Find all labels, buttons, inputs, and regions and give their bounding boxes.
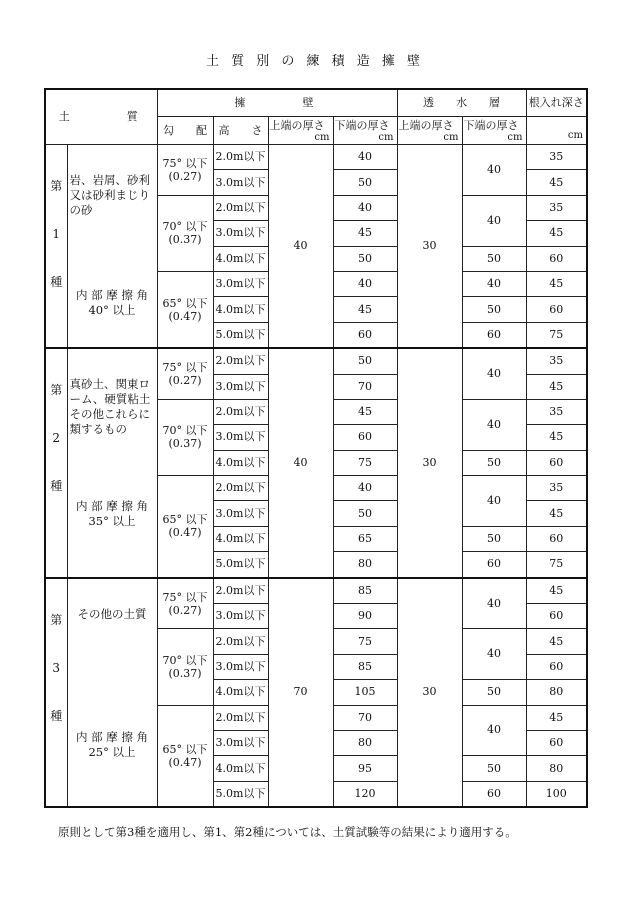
header-slope: 勾 配 (157, 117, 213, 145)
embed-depth: 60 (526, 526, 587, 551)
embed-depth: 35 (526, 195, 587, 220)
kind-label (45, 578, 67, 808)
soil-friction-angle: 内 部 摩 擦 角 25° 以上 (75, 729, 149, 759)
slope-cell (157, 195, 213, 271)
header-perm-top-unit: cm (443, 131, 459, 143)
slope-ratio: (0.37) (168, 437, 202, 451)
embed-depth: 45 (526, 374, 587, 399)
embed-depth: 60 (526, 450, 587, 475)
perm-bottom-thickness: 40 (462, 348, 526, 399)
perm-bottom-thickness: 50 (462, 450, 526, 475)
kind-label-char: 種 (50, 479, 63, 494)
kind-label-char: 第 (50, 179, 63, 193)
perm-bottom-thickness: 40 (462, 271, 526, 296)
soil-cell (67, 145, 157, 349)
embed-depth: 35 (526, 399, 587, 424)
footnote: 原則として第3種を適用し、第1、第2種については、土質試験等の結果により適用する。 (58, 825, 517, 839)
kind-label-char: 3 (52, 660, 61, 675)
height-cell: 3.0m以下 (213, 221, 268, 246)
table-row (45, 578, 587, 604)
wall-top-thickness: 70 (268, 578, 333, 808)
header-wall-top-unit: cm (314, 131, 330, 143)
height-cell: 3.0m以下 (213, 170, 268, 195)
slope-ratio: (0.27) (168, 603, 202, 617)
embed-depth: 60 (526, 654, 587, 679)
slope-angle: 70° 以下 (162, 654, 208, 667)
header-wall-top (268, 117, 333, 145)
height-cell: 4.0m以下 (213, 526, 268, 551)
height-cell: 4.0m以下 (213, 680, 268, 705)
embed-depth: 60 (526, 730, 587, 755)
embed-depth: 45 (526, 578, 587, 604)
header-perm-top (397, 117, 462, 145)
slope-angle: 65° 以下 (162, 296, 208, 310)
wall-bottom-thickness: 65 (333, 526, 397, 551)
perm-bottom-thickness: 50 (462, 756, 526, 781)
soil-friction-angle: 内 部 摩 擦 角 40° 以上 (75, 288, 149, 317)
wall-bottom-thickness: 40 (333, 195, 397, 220)
embed-depth: 45 (526, 501, 587, 526)
header-wall: 擁 壁 (157, 89, 397, 117)
slope-angle: 75° 以下 (162, 361, 208, 375)
header-embed-unit-label: cm (567, 129, 583, 141)
slope-cell (157, 578, 213, 629)
slope-angle: 70° 以下 (162, 220, 208, 234)
header-perm-bottom (462, 117, 526, 145)
slope-ratio: (0.37) (168, 667, 202, 680)
height-cell: 4.0m以下 (213, 450, 268, 475)
wall-bottom-thickness: 80 (333, 552, 397, 578)
wall-bottom-thickness: 95 (333, 756, 397, 781)
perm-bottom-thickness: 60 (462, 781, 526, 807)
slope-angle: 65° 以下 (162, 513, 208, 527)
wall-bottom-thickness: 50 (333, 501, 397, 526)
soil-description: その他の土質 (77, 606, 147, 621)
kind-label-char: 第 (50, 612, 63, 627)
header-soil: 土 質 (45, 89, 157, 145)
perm-bottom-thickness: 50 (462, 246, 526, 271)
kind-label (45, 348, 67, 578)
slope-cell (157, 629, 213, 705)
wall-bottom-thickness: 85 (333, 578, 397, 604)
kind-label-char: 種 (50, 275, 63, 289)
height-cell: 4.0m以下 (213, 246, 268, 271)
header-height: 高 さ (213, 117, 268, 145)
embed-depth: 60 (526, 297, 587, 322)
slope-angle: 70° 以下 (162, 424, 208, 438)
slope-ratio: (0.47) (168, 526, 202, 540)
slope-angle: 75° 以下 (162, 590, 208, 604)
embed-depth: 35 (526, 476, 587, 501)
perm-bottom-thickness: 40 (462, 629, 526, 680)
wall-bottom-thickness: 40 (333, 145, 397, 170)
soil-description: 真砂土、関東ローム、硬質粘土その他これらに類するもの (69, 377, 151, 437)
wall-bottom-thickness: 80 (333, 730, 397, 755)
wall-bottom-thickness: 40 (333, 271, 397, 296)
soil-description: 岩、岩屑、砂利又は砂利まじりの砂 (69, 173, 150, 217)
wall-bottom-thickness: 105 (333, 680, 397, 705)
height-cell: 3.0m以下 (213, 374, 268, 399)
slope-ratio: (0.47) (168, 755, 202, 769)
perm-bottom-thickness: 40 (462, 195, 526, 246)
wall-bottom-thickness: 40 (333, 476, 397, 501)
slope-cell (157, 348, 213, 399)
perm-bottom-thickness: 40 (462, 399, 526, 450)
height-cell: 3.0m以下 (213, 425, 268, 450)
wall-bottom-thickness: 120 (333, 781, 397, 807)
perm-top-thickness: 30 (397, 578, 462, 808)
wall-bottom-thickness: 60 (333, 425, 397, 450)
slope-cell (157, 145, 213, 196)
wall-bottom-thickness: 75 (333, 450, 397, 475)
retaining-wall-table (44, 88, 588, 808)
kind-label-char: 種 (50, 708, 63, 723)
table-row (45, 145, 587, 170)
slope-ratio: (0.47) (168, 309, 202, 323)
wall-bottom-thickness: 90 (333, 604, 397, 629)
wall-bottom-thickness: 70 (333, 374, 397, 399)
height-cell: 4.0m以下 (213, 297, 268, 322)
header-wall-top-label: 上端の厚さ (269, 118, 325, 132)
embed-depth: 75 (526, 322, 587, 348)
soil-cell (67, 348, 157, 578)
embed-depth: 60 (526, 604, 587, 629)
perm-bottom-thickness: 50 (462, 297, 526, 322)
perm-top-thickness: 30 (397, 348, 462, 578)
page-title: 土 質 別 の 練 積 造 擁 壁 (205, 54, 425, 69)
embed-depth: 45 (526, 705, 587, 730)
wall-bottom-thickness: 85 (333, 654, 397, 679)
height-cell: 3.0m以下 (213, 654, 268, 679)
soil-friction-angle: 内 部 摩 擦 角 35° 以上 (75, 499, 149, 529)
perm-bottom-thickness: 40 (462, 578, 526, 629)
wall-bottom-thickness: 45 (333, 297, 397, 322)
header-perm-bottom-unit: cm (507, 131, 523, 143)
height-cell: 2.0m以下 (213, 399, 268, 424)
height-cell: 3.0m以下 (213, 271, 268, 296)
embed-depth: 35 (526, 348, 587, 374)
header-perm-top-label: 上端の厚さ (398, 118, 454, 132)
slope-angle: 75° 以下 (162, 156, 208, 170)
wall-top-thickness: 40 (268, 145, 333, 349)
embed-depth: 45 (526, 221, 587, 246)
embed-depth: 75 (526, 552, 587, 578)
height-cell: 2.0m以下 (213, 578, 268, 604)
header-embed-unit (526, 117, 587, 145)
height-cell: 5.0m以下 (213, 552, 268, 578)
header-permeable: 透 水 層 (397, 89, 526, 117)
slope-ratio: (0.37) (168, 233, 202, 247)
slope-cell (157, 399, 213, 475)
height-cell: 5.0m以下 (213, 781, 268, 807)
table-row (45, 348, 587, 374)
kind-label (45, 145, 67, 349)
height-cell: 5.0m以下 (213, 322, 268, 348)
slope-ratio: (0.27) (168, 169, 202, 183)
height-cell: 2.0m以下 (213, 705, 268, 730)
embed-depth: 35 (526, 145, 587, 170)
height-cell: 3.0m以下 (213, 501, 268, 526)
height-cell: 2.0m以下 (213, 629, 268, 654)
header-perm-bottom-label: 下端の厚さ (463, 118, 519, 132)
wall-bottom-thickness: 50 (333, 170, 397, 195)
perm-bottom-thickness: 50 (462, 680, 526, 705)
kind-label-char: 1 (52, 227, 61, 241)
wall-bottom-thickness: 60 (333, 322, 397, 348)
perm-bottom-thickness: 50 (462, 526, 526, 551)
embed-depth: 60 (526, 246, 587, 271)
slope-cell (157, 705, 213, 807)
header-wall-bottom-label: 下端の厚さ (334, 118, 390, 132)
embed-depth: 80 (526, 680, 587, 705)
wall-bottom-thickness: 50 (333, 348, 397, 374)
header-wall-bottom (333, 117, 397, 145)
height-cell: 4.0m以下 (213, 756, 268, 781)
perm-top-thickness: 30 (397, 145, 462, 349)
perm-bottom-thickness: 40 (462, 476, 526, 527)
height-cell: 2.0m以下 (213, 476, 268, 501)
embed-depth: 45 (526, 271, 587, 296)
perm-bottom-thickness: 60 (462, 322, 526, 348)
slope-ratio: (0.27) (168, 374, 202, 388)
embed-depth: 45 (526, 170, 587, 195)
height-cell: 2.0m以下 (213, 145, 268, 170)
soil-cell (67, 578, 157, 808)
height-cell: 2.0m以下 (213, 195, 268, 220)
header-embed: 根入れ深さ (526, 89, 587, 117)
header-wall-bottom-unit: cm (378, 131, 394, 143)
embed-depth: 45 (526, 425, 587, 450)
kind-label-char: 2 (52, 431, 61, 446)
wall-bottom-thickness: 70 (333, 705, 397, 730)
wall-bottom-thickness: 45 (333, 221, 397, 246)
embed-depth: 80 (526, 756, 587, 781)
kind-label-char: 第 (50, 383, 63, 398)
wall-bottom-thickness: 45 (333, 399, 397, 424)
wall-bottom-thickness: 75 (333, 629, 397, 654)
wall-top-thickness: 40 (268, 348, 333, 578)
embed-depth: 45 (526, 629, 587, 654)
perm-bottom-thickness: 60 (462, 552, 526, 578)
perm-bottom-thickness: 40 (462, 705, 526, 756)
slope-cell (157, 476, 213, 578)
perm-bottom-thickness: 40 (462, 145, 526, 196)
embed-depth: 100 (526, 781, 587, 807)
height-cell: 3.0m以下 (213, 730, 268, 755)
height-cell: 2.0m以下 (213, 348, 268, 374)
wall-bottom-thickness: 50 (333, 246, 397, 271)
slope-cell (157, 271, 213, 348)
slope-angle: 65° 以下 (162, 742, 208, 756)
height-cell: 3.0m以下 (213, 604, 268, 629)
